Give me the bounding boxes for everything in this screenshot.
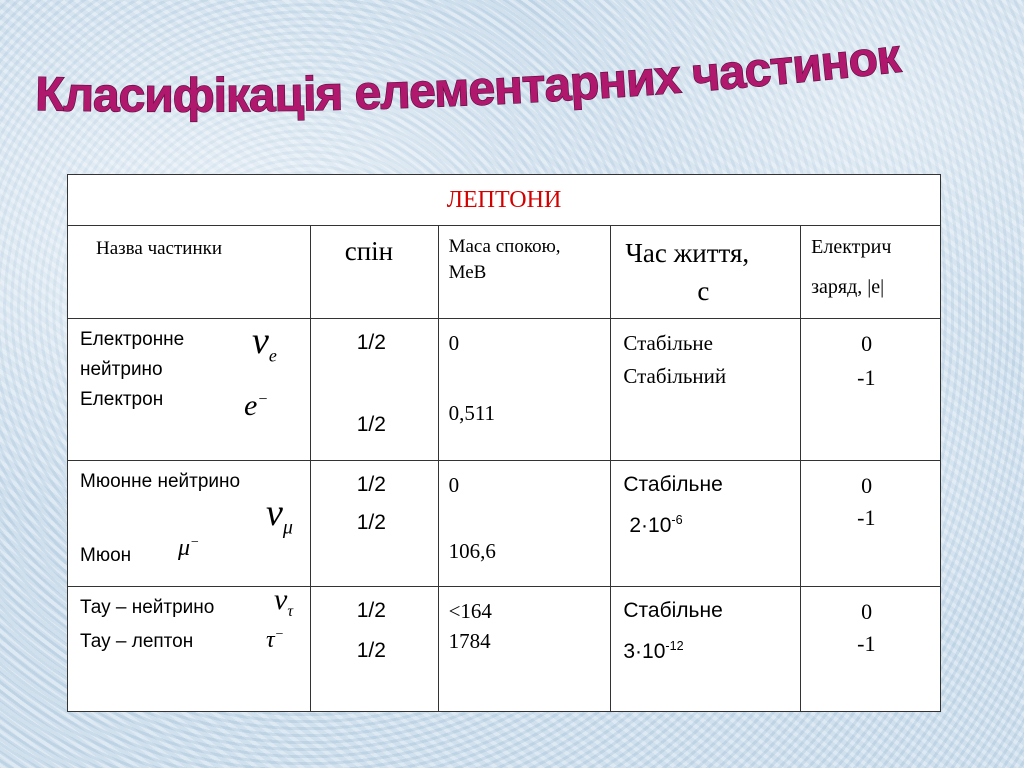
electron-symbol	[244, 389, 268, 423]
header-mass	[438, 226, 611, 319]
tau-symbol	[266, 627, 284, 654]
row1-life2: Стабільний	[623, 364, 727, 388]
muon-neutrino-symbol	[266, 491, 293, 540]
row2-mass-cell	[438, 461, 611, 587]
row2-mass2: 106,6	[448, 539, 496, 563]
header-name-text: Назва частинки	[96, 238, 223, 259]
row2-sym1: ν	[266, 492, 283, 534]
row1-spin-cell	[310, 319, 438, 461]
row2-charge1: 0	[861, 473, 873, 498]
header-lifetime-line2: с	[697, 276, 710, 306]
row3-spin2: 1/2	[356, 639, 386, 662]
row3-mass1: <164	[448, 599, 492, 623]
row2-life-cell	[611, 461, 801, 587]
row1-name2: нейтрино	[80, 359, 163, 380]
row3-charge2: -1	[857, 631, 876, 656]
row1-mass-cell	[438, 319, 611, 461]
row2-sym2: μ	[178, 535, 191, 561]
slide-title-text	[35, 30, 905, 123]
row1-charge1: 0	[861, 331, 873, 356]
slide-title	[30, 28, 960, 123]
slide-title-art	[30, 28, 960, 123]
row3-charge-cell	[801, 587, 941, 712]
row2-charge2: -1	[857, 505, 876, 530]
row3-spin-cell	[310, 587, 438, 712]
row1-spin2: 1/2	[356, 413, 386, 436]
row2-sym1-sub: μ	[282, 516, 293, 539]
row2-sym2-sup: −	[190, 535, 200, 550]
row3-name-cell	[68, 583, 311, 712]
header-charge-line1: Електрич	[811, 236, 892, 258]
row3-mass-cell	[438, 587, 611, 712]
lifetime-tau	[623, 639, 683, 664]
row1-sym1-sub: e	[268, 345, 277, 366]
row1-charge-cell	[801, 319, 941, 461]
row3-sym2-sup: −	[274, 627, 285, 642]
row3-name2: Тау – лептон	[80, 631, 194, 652]
table-row	[68, 461, 941, 587]
row1-charge2: -1	[857, 365, 876, 390]
leptons-table	[67, 174, 941, 712]
row2-name1: Мюонне нейтрино	[80, 471, 241, 492]
header-spin	[310, 226, 438, 319]
row1-spin1: 1/2	[356, 331, 386, 354]
row1-mass2: 0,511	[448, 401, 496, 425]
row2-spin2: 1/2	[356, 511, 386, 534]
row2-mass1: 0	[448, 473, 460, 497]
row2-spin1: 1/2	[356, 473, 386, 496]
row2-name-cell	[68, 461, 311, 587]
header-mass-line2: МеВ	[448, 262, 487, 283]
header-spin-text: спін	[344, 236, 394, 266]
header-lifetime-line1: Час життя,	[625, 238, 750, 268]
row3-life-cell	[611, 587, 801, 712]
row1-name3: Електрон	[80, 389, 164, 410]
header-charge-line2: заряд, |е|	[811, 276, 885, 298]
row3-life1: Стабільне	[623, 599, 723, 622]
row1-life-cell	[611, 319, 801, 461]
row3-life2-base: 3·10	[623, 640, 666, 663]
header-charge	[801, 226, 941, 319]
row1-sym1: ν	[252, 320, 269, 362]
muon-symbol	[178, 535, 200, 562]
row3-mass2: 1784	[448, 629, 491, 653]
electron-neutrino-symbol	[252, 319, 277, 367]
row3-name1: Тау – нейтрино	[80, 597, 215, 618]
row3-sym1-sub: τ	[287, 603, 294, 620]
row3-sym1: ν	[274, 583, 288, 616]
lifetime-muon	[629, 513, 682, 538]
row3-charge1: 0	[861, 599, 873, 624]
table-row	[68, 587, 941, 712]
tau-neutrino-symbol	[274, 583, 293, 621]
row2-name2: Мюон	[80, 545, 132, 566]
header-lifetime	[611, 226, 801, 319]
row3-life2-exp: -12	[665, 639, 684, 653]
row1-sym2: e	[244, 389, 258, 422]
row3-sym2: τ	[266, 627, 275, 653]
row1-mass1: 0	[448, 331, 460, 355]
row1-life1: Стабільне	[623, 331, 713, 355]
row2-life2-exp: -6	[671, 513, 683, 527]
column-header-row	[68, 226, 941, 319]
row1-sym2-sup: −	[257, 391, 269, 408]
row3-spin1: 1/2	[356, 599, 386, 622]
header-name	[68, 226, 311, 319]
row1-name1: Електронне	[80, 329, 185, 350]
table-row	[68, 319, 941, 461]
row2-life2-base: 2·10	[629, 514, 672, 537]
header-mass-line1: Маса спокою,	[448, 236, 561, 257]
row2-spin-cell	[310, 461, 438, 587]
table-heading: ЛЕПТОНИ	[68, 175, 941, 226]
slide-title-path: Класифікація елементарних частинок	[34, 29, 903, 123]
row2-life1: Стабільне	[623, 473, 723, 496]
row1-name-cell	[68, 319, 311, 461]
row2-charge-cell	[801, 461, 941, 587]
